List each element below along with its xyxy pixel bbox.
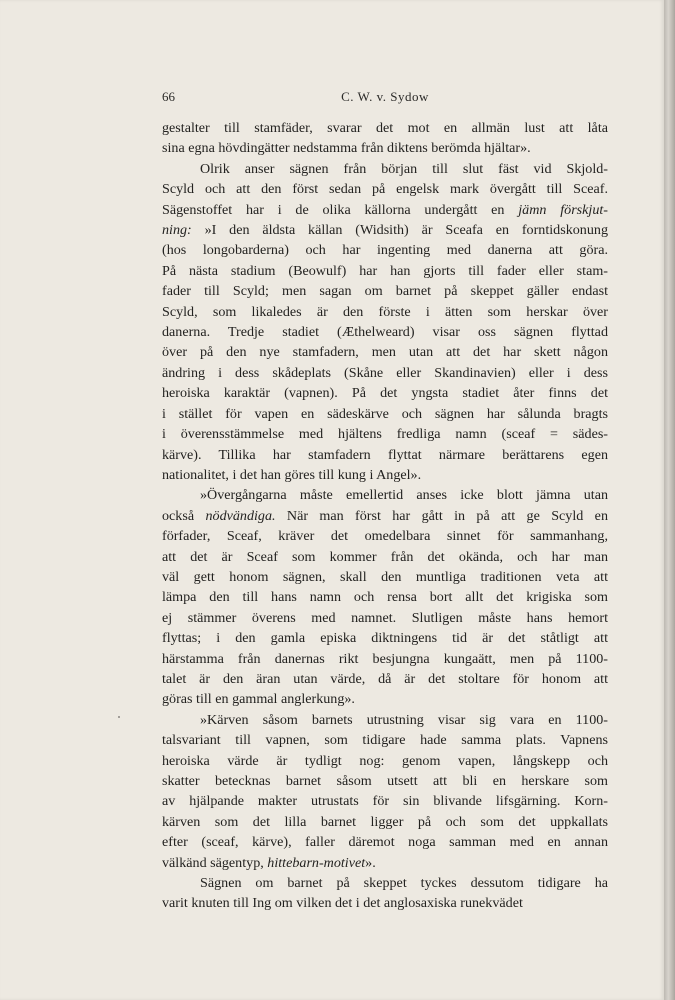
line-text: nationalitet, i det han göres till kung i Angel». <box>162 466 422 483</box>
line-text: efter (sceaf, kärve), faller däremot noga samman med en annan <box>162 834 608 851</box>
line-text: talet är den äran utan värde, då är det stoltare för honom att <box>162 670 608 687</box>
text-line <box>162 608 608 628</box>
text-line <box>162 832 608 852</box>
text-line <box>162 628 608 648</box>
line-text: över på den nye stamfadern, men utan att det har skett någon <box>162 344 608 361</box>
text-line <box>162 771 608 791</box>
text-line <box>162 302 608 322</box>
text-line <box>162 138 608 158</box>
text-line <box>162 404 608 424</box>
line-text: »I den äldsta källan (Widsith) är Sceafa en forntidskonung <box>191 222 608 239</box>
line-text: På nästa stadium (Beowulf) har han gjorts till fader eller stam- <box>162 262 608 279</box>
text-line <box>162 363 608 383</box>
line-text: Sägnen om barnet på skeppet tyckes dessutom tidigare ha <box>200 875 608 892</box>
text-line <box>162 383 608 403</box>
line-text: Scyld och att den först sedan på engelsk mark övergått till Sceaf. <box>162 181 608 198</box>
line-text: När man först har gått in på att ge Scyld en <box>275 507 608 524</box>
italic-text: jämn förskjut- <box>518 201 608 218</box>
italic-text: nödvändiga. <box>205 507 276 524</box>
line-text: flyttas; i den gamla episka diktningens tid är det ståtligt att <box>162 630 608 647</box>
line-text: ändring i dess skådeplats (Skåne eller Skandinavien) eller i dess <box>162 364 608 381</box>
line-text: varit knuten till Ing om vilken det i det anglosaxiska runekvädet <box>162 895 523 912</box>
line-text: kärven som det lilla barnet ligger på och som det uppkallats <box>162 813 608 830</box>
line-text: av hjälpande makter utrustats för sin blivande lifsgärning. Korn- <box>162 793 608 810</box>
line-text: danerna. Tredje stadiet (Æthelweard) visar oss sägnen flyttad <box>162 324 608 341</box>
line-text: i stället för vapen en sädeskärve och sägnen har sålunda bragts <box>162 405 608 422</box>
line-text: kärve). Tillika har stamfadern flyttat närmare berättarens egen <box>162 446 608 463</box>
text-line <box>162 342 608 362</box>
text-line <box>162 649 608 669</box>
text-line <box>162 485 608 505</box>
italic-text: hittebarn-motivet <box>267 854 366 871</box>
line-text: härstamma från danernas rikt besjungna kungaätt, men på 1100- <box>162 650 608 667</box>
text-line <box>162 812 608 832</box>
text-line <box>162 220 608 240</box>
text-line <box>162 689 608 709</box>
line-text: välkänd sägentyp, <box>162 854 268 871</box>
text-line <box>162 506 608 526</box>
text-line <box>162 873 608 893</box>
italic-text: ning: <box>162 222 192 239</box>
line-text: (hos longobarderna) och har ingenting med danerna att göra. <box>162 242 608 259</box>
line-text: heroiska värde är tydligt nog: genom vapen, långskepp och <box>162 752 608 769</box>
text-line <box>162 322 608 342</box>
line-text: »Kärven såsom barnets utrustning visar sig vara en 1100- <box>200 711 608 728</box>
page-header <box>162 89 608 107</box>
line-text: Olrik anser sägnen från början till slut fäst vid Skjold- <box>200 160 608 177</box>
text-line <box>162 710 608 730</box>
text-line <box>162 547 608 567</box>
margin-speck <box>118 716 120 718</box>
text-line <box>162 669 608 689</box>
text-line <box>162 526 608 546</box>
text-line <box>162 261 608 281</box>
line-text: att det är Sceaf som kommer från det okända, och har man <box>162 548 608 565</box>
text-line <box>162 445 608 465</box>
line-text: också <box>162 507 206 524</box>
line-text: Scyld, som likaledes är den förste i ätten som herskar över <box>162 303 608 320</box>
text-line <box>162 118 608 138</box>
line-text: väl gett honom sägnen, skall den muntliga traditionen veta att <box>162 568 608 585</box>
text-line <box>162 567 608 587</box>
text-line <box>162 893 608 913</box>
line-text: sina egna hövdingätter nedstamma från diktens berömda hjältar». <box>162 140 531 157</box>
text-line <box>162 424 608 444</box>
line-text: Sägenstoffet har i de olika källorna undergått en <box>162 201 519 218</box>
line-text: ». <box>365 854 376 871</box>
text-line <box>162 240 608 260</box>
text-line <box>162 791 608 811</box>
text-line <box>162 281 608 301</box>
text-line <box>162 730 608 750</box>
text-line <box>162 751 608 771</box>
line-text: heroiska karaktär (vapnen). På det yngsta stadiet åter finns det <box>162 385 608 402</box>
line-text: gestalter till stamfäder, svarar det mot en allmän lust att låta <box>162 120 608 136</box>
line-text: göras till en gammal anglerkung». <box>162 691 355 708</box>
text-line <box>162 853 608 873</box>
line-text: talsvariant till vapnen, som tidigare hade samma plats. Vapnens <box>162 732 608 749</box>
text-line <box>162 587 608 607</box>
line-text: i överensstämmelse med hjältens fredliga namn (sceaf = sädes- <box>162 426 608 443</box>
body-text <box>162 118 608 914</box>
text-line <box>162 159 608 179</box>
line-text: ej stämmer överens med namnet. Slutligen måste hans hemort <box>162 609 608 626</box>
running-head: C. W. v. Sydow <box>341 89 429 104</box>
text-line <box>162 179 608 199</box>
line-text: »Övergångarna måste emellertid anses icke blott jämna utan <box>200 487 608 504</box>
page-number: 66 <box>162 89 175 104</box>
line-text: skatter betecknas barnet såsom utsett att bli en herskare som <box>162 773 608 789</box>
text-line <box>162 465 608 485</box>
text-line <box>162 200 608 220</box>
book-gutter <box>664 0 675 1000</box>
line-text: lämpa den till hans namn och rensa bort allt det krigiska som <box>162 589 608 606</box>
line-text: förfader, Sceaf, kräver det omedelbara sinnet för sammanhang, <box>162 528 608 545</box>
line-text: fader till Scyld; men sagan om barnet på skeppet gäller endast <box>162 283 608 300</box>
